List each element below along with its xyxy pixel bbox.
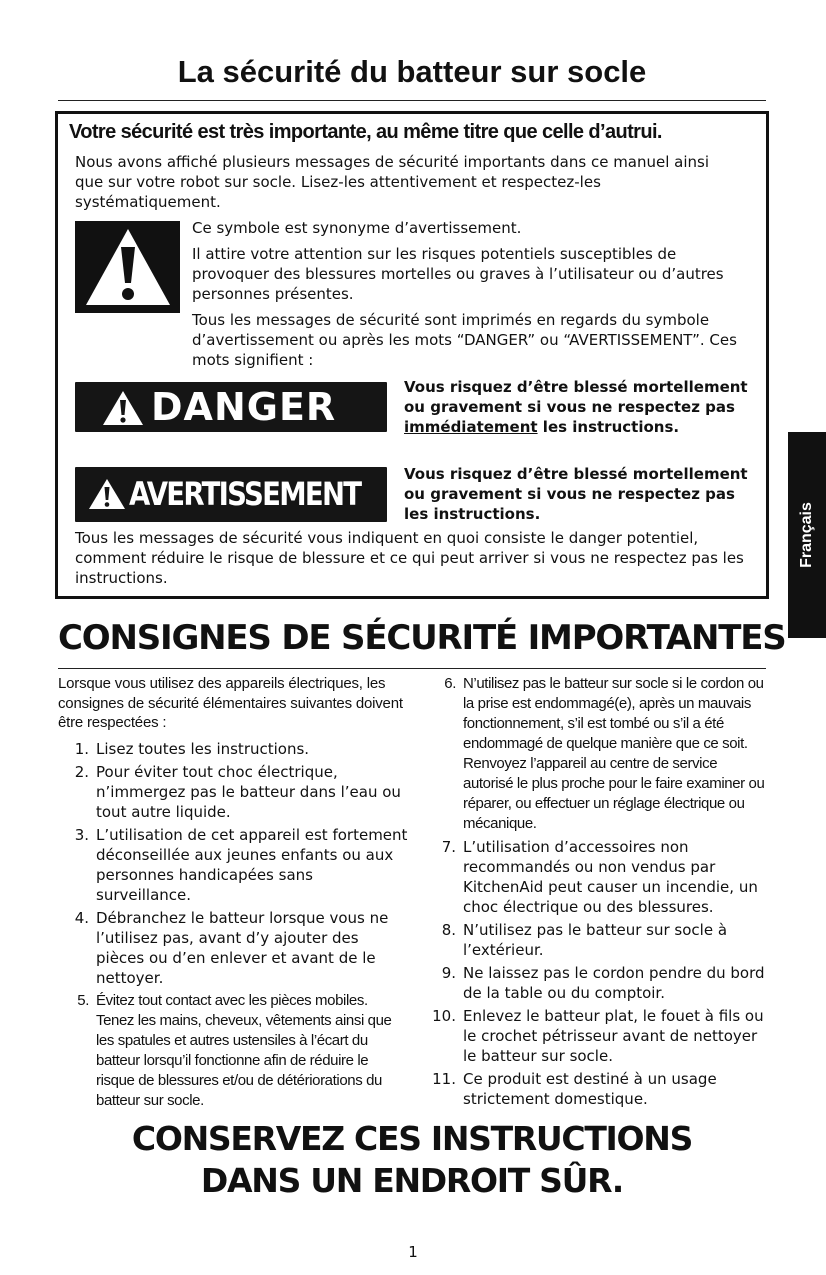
keep-instructions-notice [58,1118,766,1202]
consignes-list-left [58,739,408,1111]
consignes-lead: Lorsque vous utilisez des appareils électriques, les consignes de sécurité élémentaires suivantes doivent être respectées : [58,675,403,731]
consignes-left-column [58,674,408,1114]
avertissement-word: AVERTISSEMENT [129,475,361,513]
language-tab-label: Français [798,502,815,568]
symbol-line-3: Tous les messages de sécurité sont imprimés en regards du symbole d’avertissement ou après les mots “DANGER” ou “AVERTISSEMENT”. Ces mots signifient : [192,311,737,369]
danger-word: DANGER [151,385,337,429]
danger-desc-part-b: les instructions. [537,418,680,436]
page-title: La sécurité du batteur sur socle [177,54,647,89]
symbol-line-1: Ce symbole est synonyme d’avertissement. [192,219,522,237]
safety-notice-box [55,111,769,599]
page-number: 1 [408,1243,418,1261]
list-item: 11. Ce produit est destiné à un usage strictement domestique. [432,1070,717,1108]
safety-box-heading: Votre sécurité est très importante, au même titre que celle d’autrui. [69,121,662,143]
list-item: 10. Enlevez le batteur plat, le fouet à fils ou le crochet pétrisseur avant de nettoyer le batteur sur socle. [432,1007,764,1065]
warning-triangle-icon [82,225,174,309]
symbol-explanation [192,218,757,376]
danger-description [404,377,764,437]
symbol-line-2: Il attire votre attention sur les risques potentiels susceptibles de provoquer des blessures mortelles ou graves à l’utilisateur ou d’autres personnes présentes. [192,245,724,303]
consignes-title: CONSIGNES DE SÉCURITÉ IMPORTANTES [58,618,786,658]
avertissement-warning-icon [87,477,127,511]
keep-instructions-line-1: CONSERVEZ CES INSTRUCTIONS [131,1119,693,1158]
list-item: 7. L’utilisation d’accessoires non recommandés ou non vendus par KitchenAid peut causer un incendie, un choc électrique ou des blessures. [441,838,758,916]
list-item: 1. Lisez toutes les instructions. [74,739,310,758]
consignes-divider [58,668,766,669]
consignes-right-column [425,674,770,1112]
danger-signal-label [75,382,387,432]
list-item: 4. Débranchez le batteur lorsque vous ne l’utilisez pas, avant d’y ajouter des pièces ou d’en enlever et avant de le nettoyer. [74,908,389,987]
danger-desc-part-a: Vous risquez d’être blessé mortellement ou gravement si vous ne respectez pas [404,378,748,416]
safety-box-intro: Nous avons affiché plusieurs messages de sécurité importants dans ce manuel ainsi que sur votre robot sur socle. Lisez-les attentivement et respectez-les systématiquement. [75,153,710,211]
list-item: 8. N’utilisez pas le batteur sur socle à l’extérieur. [441,921,728,959]
list-item: 6. N’utilisez pas le batteur sur socle si le cordon ou la prise est endommagé(e), après un mauvais fonctionnement, s’il est tombé ou s’il a été endommagé de quelque manière que ce soit. Renvoyez l’appareil au centre de service autorisé le plus proche pour le faire examiner ou réparer, ou effectuer un réglage électrique ou mécanique. [444,675,765,832]
title-divider [58,100,766,101]
avertissement-signal-label [75,467,387,522]
keep-instructions-line-2: DANS UN ENDROIT SÛR. [200,1161,624,1200]
safety-box-footer: Tous les messages de sécurité vous indiquent en quoi consiste le danger potentiel, comment réduire le risque de blessure et ce qui peut arriver si vous ne respectez pas les instructions. [75,529,744,587]
list-item: 3. L’utilisation de cet appareil est fortement déconseillée aux jeunes enfants ou aux personnes handicapées sans surveillance. [74,825,408,904]
avertissement-description: Vous risquez d’être blessé mortellement ou gravement si vous ne respectez pas les instructions. [404,465,748,523]
list-item: 2. Pour éviter tout choc électrique, n’immergez pas le batteur dans l’eau ou tout autre liquide. [74,762,401,821]
language-tab [788,432,826,638]
danger-desc-emphasis: immédiatement [404,418,538,436]
list-item: 9. Ne laissez pas le cordon pendre du bord de la table ou du comptoir. [441,964,765,1002]
consignes-list-right [425,674,770,1109]
danger-warning-icon [101,389,145,427]
list-item: 5. Évitez tout contact avec les pièces mobiles. Tenez les mains, cheveux, vêtements ainsi que les spatules et autres ustensiles à l’écart du batteur lorsqu’il fonctionne afin de réduire le risque de blessures et/ou de détériorations du batteur sur socle. [77,991,392,1109]
warning-symbol-badge [75,221,180,313]
